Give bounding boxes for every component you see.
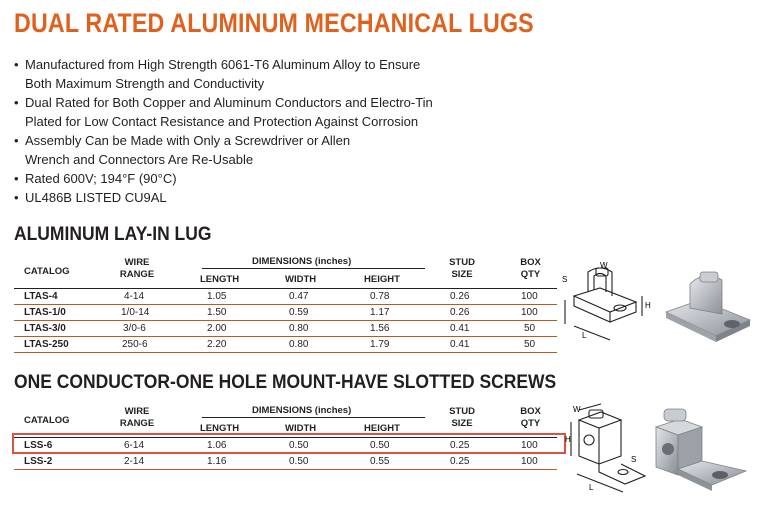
diagram-label-h: H xyxy=(565,435,571,444)
diagram-label-l: L xyxy=(589,483,594,492)
diagram-label-w: W xyxy=(600,262,608,270)
cell-qty: 100 xyxy=(521,307,538,318)
cell-stud: 0.26 xyxy=(450,307,470,318)
one-conductor-diagram xyxy=(565,402,655,494)
header-size: SIZE xyxy=(451,269,473,280)
cell-stud: 0.41 xyxy=(450,339,470,350)
page-title: DUAL RATED ALUMINUM MECHANICAL LUGS xyxy=(14,8,534,38)
feature-item xyxy=(14,55,433,93)
header-qty: QTY xyxy=(520,269,541,280)
header-size: SIZE xyxy=(451,418,473,429)
table-row xyxy=(14,321,557,337)
cell-height: 1.17 xyxy=(370,307,390,318)
section-title-one-conductor: ONE CONDUCTOR-ONE HOLE MOUNT-HAVE SLOTTED SCREWS xyxy=(14,372,557,393)
cell-width: 0.47 xyxy=(289,291,309,302)
cell-height: 1.56 xyxy=(370,323,390,334)
cell-catalog: LTAS-250 xyxy=(24,339,69,350)
feature-line: Plated for Low Contact Resistance and Protection Against Corrosion xyxy=(25,114,419,129)
cell-length: 2.20 xyxy=(207,339,227,350)
section-title-lay-in-lug: ALUMINUM LAY-IN LUG xyxy=(14,224,212,245)
feature-line: UL486B LISTED CU9AL xyxy=(25,190,167,205)
cell-stud: 0.41 xyxy=(450,323,470,334)
feature-line: Wrench and Connectors Are Re-Usable xyxy=(25,152,254,167)
header-stud: STUD xyxy=(449,257,475,268)
feature-line: Manufactured from High Strength 6061-T6 Aluminum Alloy to Ensure xyxy=(25,57,421,72)
cell-width: 0.80 xyxy=(289,323,309,334)
header-height: HEIGHT xyxy=(364,423,400,434)
cell-qty: 50 xyxy=(524,339,536,350)
header-dimensions: DIMENSIONS (inches) xyxy=(252,256,352,267)
feature-item xyxy=(14,131,433,169)
cell-height: 0.78 xyxy=(370,291,390,302)
cell-catalog: LTAS-1/0 xyxy=(24,307,66,318)
header-range: RANGE xyxy=(119,418,155,429)
cell-height: 0.50 xyxy=(370,440,390,451)
cell-height: 0.55 xyxy=(370,456,390,467)
feature-line: Both Maximum Strength and Conductivity xyxy=(25,76,265,91)
cell-wire: 3/0-6 xyxy=(123,323,146,334)
cell-wire: 6-14 xyxy=(124,440,145,451)
cell-length: 1.05 xyxy=(207,291,227,302)
header-box: BOX xyxy=(520,257,541,268)
table-row xyxy=(14,289,557,305)
diagram-label-s: S xyxy=(562,275,568,284)
feature-item xyxy=(14,169,433,188)
header-width: WIDTH xyxy=(285,274,317,285)
table-row xyxy=(14,337,557,353)
highlight-box-lss-6 xyxy=(12,433,566,454)
feature-item xyxy=(14,188,433,207)
cell-length: 1.50 xyxy=(207,307,227,318)
header-height: HEIGHT xyxy=(364,274,400,285)
feature-line: Rated 600V; 194°F (90°C) xyxy=(25,171,177,186)
diagram-label-w: W xyxy=(573,405,581,414)
header-stud: STUD xyxy=(449,406,475,417)
cell-catalog: LSS-2 xyxy=(24,456,53,467)
lay-in-lug-table xyxy=(14,254,557,353)
cell-width: 0.59 xyxy=(289,307,309,318)
header-wire: WIRE xyxy=(124,257,150,268)
cell-stud: 0.25 xyxy=(450,456,470,467)
table-header xyxy=(14,254,557,289)
cell-catalog: LTAS-3/0 xyxy=(24,323,66,334)
header-width: WIDTH xyxy=(285,423,317,434)
cell-width: 0.80 xyxy=(289,339,309,350)
cell-length: 1.16 xyxy=(207,456,227,467)
header-catalog: CATALOG xyxy=(24,266,70,277)
cell-length: 1.06 xyxy=(207,440,227,451)
cell-wire: 1/0-14 xyxy=(121,307,150,318)
cell-stud: 0.25 xyxy=(450,440,470,451)
cell-height: 1.79 xyxy=(370,339,390,350)
diagram-label-s: S xyxy=(631,455,637,464)
header-qty: QTY xyxy=(520,418,541,429)
header-dimensions: DIMENSIONS (inches) xyxy=(252,405,352,416)
feature-item xyxy=(14,93,433,131)
cell-stud: 0.26 xyxy=(450,291,470,302)
cell-catalog: LTAS-4 xyxy=(24,291,58,302)
cell-width: 0.50 xyxy=(289,440,309,451)
header-wire: WIRE xyxy=(124,406,150,417)
cell-wire: 250-6 xyxy=(122,339,148,350)
cell-qty: 100 xyxy=(521,291,538,302)
dimensions-rule xyxy=(202,417,425,418)
cell-qty: 100 xyxy=(521,440,538,451)
feature-line: Assembly Can be Made with Only a Screwdriver or Allen xyxy=(25,133,351,148)
feature-list xyxy=(14,55,433,207)
cell-qty: 100 xyxy=(521,456,538,467)
header-range: RANGE xyxy=(119,269,155,280)
cell-qty: 50 xyxy=(524,323,536,334)
table-row xyxy=(14,305,557,321)
cell-catalog: LSS-6 xyxy=(24,440,53,451)
cell-wire: 4-14 xyxy=(124,291,145,302)
cell-length: 2.00 xyxy=(207,323,227,334)
table-row xyxy=(14,454,557,470)
header-length: LENGTH xyxy=(200,274,240,285)
dimensions-rule xyxy=(202,268,425,269)
diagram-label-h: H xyxy=(645,301,651,310)
one-conductor-photo xyxy=(650,405,760,497)
cell-wire: 2-14 xyxy=(124,456,145,467)
header-length: LENGTH xyxy=(200,423,240,434)
lay-in-lug-diagram xyxy=(560,262,655,342)
lay-in-lug-photo xyxy=(660,262,758,342)
diagram-label-l: L xyxy=(582,331,587,340)
header-catalog: CATALOG xyxy=(24,415,70,426)
cell-width: 0.50 xyxy=(289,456,309,467)
header-box: BOX xyxy=(520,406,541,417)
feature-line: Dual Rated for Both Copper and Aluminum Conductors and Electro-Tin xyxy=(25,95,433,110)
